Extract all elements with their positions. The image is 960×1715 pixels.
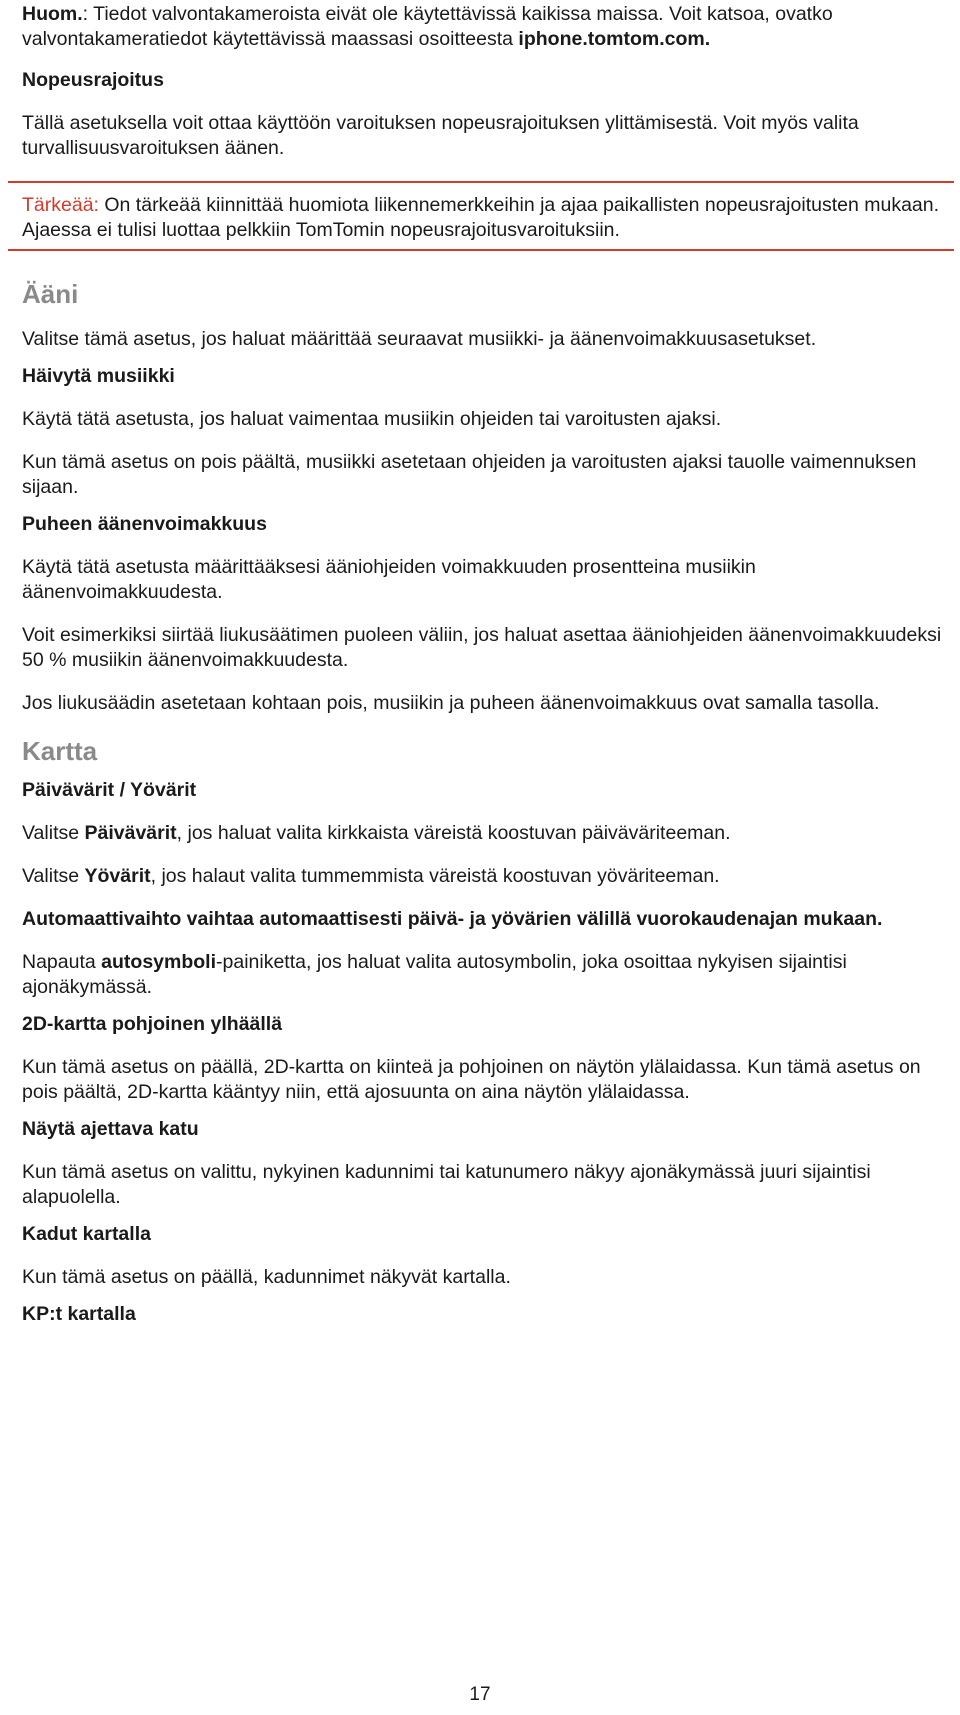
day-colors-post: , jos haluat valita kirkkaista väreistä koostuvan päiväväriteeman.: [176, 822, 731, 844]
voice-volume-paragraph-2: Voit esimerkiksi siirtää liukusäätimen puoleen väliin, jos haluat asettaa ääniohjeiden äänenvoimakkuudeksi 50 % musiikin äänenvoimakkuudesta.: [22, 624, 942, 671]
show-street-paragraph: Kun tämä asetus on valittu, nykyinen kadunnimi tai katunumero näkyy ajonäkymässä juuri sijaintisi alapuolella.: [22, 1161, 871, 1208]
night-colors-post: , jos halaut valita tummemmista väreistä koostuvan yöväriteeman.: [150, 865, 720, 887]
show-street-heading: Näytä ajettava katu: [22, 1118, 199, 1140]
day-colors-paragraph: [22, 821, 952, 846]
important-body: On tärkeää kiinnittää huomiota liikennemerkkeihin ja ajaa paikallisten nopeusrajoitusten mukaan. Ajaessa ei tulisi luottaa pelkkiin TomTomin nopeusrajoitusvaroituksiin.: [22, 194, 940, 241]
note-text-1: : Tiedot valvontakameroista eivät ole käytettävissä kaikissa maissa. Voit katsoa, ovatko valvontakameratiedot käytettävissä maassasi osoitteesta: [22, 3, 833, 50]
day-colors-pre: Valitse: [22, 822, 85, 844]
car-symbol-paragraph: [22, 950, 952, 1000]
camera-note: [22, 2, 952, 52]
north-up-heading: 2D-kartta pohjoinen ylhäällä: [22, 1013, 283, 1035]
document-page: [22, 0, 952, 1327]
voice-volume-paragraph-1: Käytä tätä asetusta määrittääksesi ääniohjeiden voimakkuuden prosentteina musiikin äänenvoimakkuudesta.: [22, 556, 756, 603]
speed-limit-heading: Nopeusrajoitus: [22, 69, 164, 91]
map-section-title: Kartta: [22, 736, 98, 766]
car-symbol-post: -painiketta, jos haluat valita autosymbolin, joka osoittaa nykyisen sijaintisi ajonäkymässä.: [22, 951, 847, 998]
day-night-colors-heading: Päivävärit / Yövärit: [22, 779, 197, 801]
poi-on-map-heading: KP:t kartalla: [22, 1303, 136, 1325]
tomtom-link[interactable]: iphone.tomtom.com: [518, 28, 705, 50]
page-number: 17: [469, 1684, 491, 1705]
important-text: [22, 193, 954, 243]
speed-limit-paragraph: Tällä asetuksella voit ottaa käyttöön varoituksen nopeusrajoituksen ylittämisestä. Voit myös valita turvallisuusvaroituksen äänen.: [22, 112, 859, 159]
night-colors-term: Yövärit: [84, 865, 151, 887]
important-label: Tärkeää:: [22, 194, 99, 216]
note-prefix: Huom.: [22, 3, 83, 25]
car-symbol-term: autosymboli: [101, 951, 217, 973]
north-up-paragraph: Kun tämä asetus on päällä, 2D-kartta on kiinteä ja pohjoinen on näytön ylälaidassa. Kun tämä asetus on pois päältä, 2D-kartta kääntyy niin, että ajosuunta on aina näytön ylälaidassa.: [22, 1056, 921, 1103]
note-text-2: .: [704, 28, 711, 50]
car-symbol-pre: Napauta: [22, 951, 102, 973]
night-colors-paragraph: [22, 864, 952, 889]
streets-on-map-paragraph: Kun tämä asetus on päällä, kadunnimet näkyvät kartalla.: [22, 1266, 511, 1288]
sound-intro: Valitse tämä asetus, jos haluat määrittää seuraavat musiikki- ja äänenvoimakkuusasetukset.: [22, 328, 817, 350]
fade-music-paragraph-1: Käytä tätä asetusta, jos haluat vaimentaa musiikin ohjeiden tai varoitusten ajaksi.: [22, 408, 722, 430]
fade-music-paragraph-2: Kun tämä asetus on pois päältä, musiikki asetetaan ohjeiden ja varoitusten ajaksi tauolle vaimennuksen sijaan.: [22, 451, 917, 498]
sound-section-title: Ääni: [22, 279, 79, 309]
important-notice: [8, 181, 954, 251]
voice-volume-paragraph-3: Jos liukusäädin asetetaan kohtaan pois, musiikin ja puheen äänenvoimakkuus ovat samalla tasolla.: [22, 692, 880, 714]
day-colors-term: Päivävärit: [84, 822, 177, 844]
auto-switch-paragraph: Automaattivaihto vaihtaa automaattisesti päivä- ja yövärien välillä vuorokaudenajan mukaan.: [22, 908, 883, 930]
voice-volume-heading: Puheen äänenvoimakkuus: [22, 513, 267, 535]
night-colors-pre: Valitse: [22, 865, 85, 887]
fade-music-heading: Häivytä musiikki: [22, 365, 175, 387]
streets-on-map-heading: Kadut kartalla: [22, 1223, 151, 1245]
